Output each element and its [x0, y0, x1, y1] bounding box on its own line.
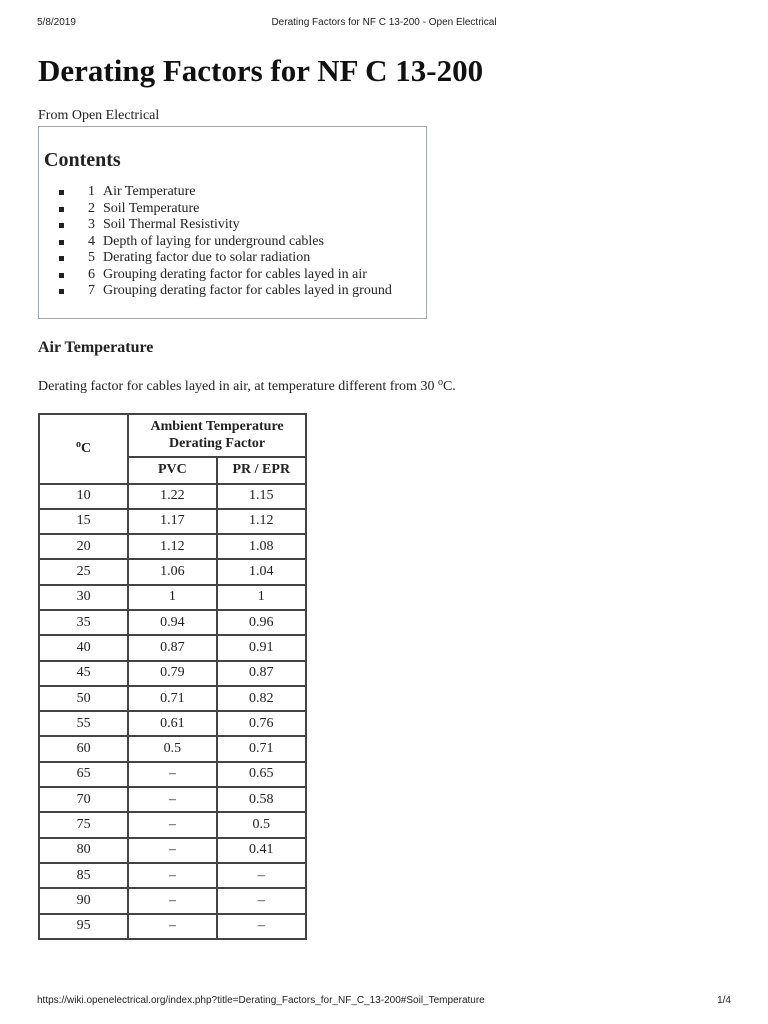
cell-pvc: 1.17	[128, 509, 216, 534]
cell-temperature: 75	[39, 812, 128, 837]
toc-item-soil-thermal-resistivity[interactable]	[59, 217, 420, 234]
site-subtitle: From Open Electrical	[38, 108, 160, 123]
cell-pvc: –	[128, 787, 216, 812]
section-description	[38, 378, 738, 396]
cell-pvc: –	[128, 762, 216, 787]
cell-pvc: –	[128, 812, 216, 837]
cell-pr-epr: –	[217, 863, 306, 888]
cell-pr-epr: –	[217, 888, 306, 913]
cell-pr-epr: 0.82	[217, 686, 306, 711]
cell-pvc: 1	[128, 585, 216, 610]
description-unit: C.	[442, 378, 456, 394]
toc-item-label[interactable]: Grouping derating factor for cables layed in ground	[103, 283, 392, 298]
table-row	[39, 585, 306, 610]
cell-pvc: 0.5	[128, 736, 216, 761]
bullet-icon	[59, 223, 64, 228]
table-row	[39, 484, 306, 509]
air-temperature-derating-table	[38, 413, 307, 940]
cell-temperature: 40	[39, 635, 128, 660]
table-header-row	[39, 414, 306, 457]
table-of-contents	[38, 126, 427, 319]
cell-temperature: 90	[39, 888, 128, 913]
table-row	[39, 787, 306, 812]
toc-item-number: 6	[88, 266, 95, 282]
toc-item-number: 5	[88, 250, 95, 265]
table-row	[39, 812, 306, 837]
cell-pr-epr: 0.58	[217, 787, 306, 812]
table-row	[39, 838, 306, 863]
cell-pvc: 0.61	[128, 711, 216, 736]
toc-item-depth-of-laying[interactable]	[59, 234, 420, 251]
cell-pvc: –	[128, 838, 216, 863]
bullet-icon	[59, 207, 64, 212]
cell-temperature: 70	[39, 787, 128, 812]
cell-pr-epr: 0.5	[217, 812, 306, 837]
bullet-icon	[59, 190, 64, 195]
toc-item-grouping-ground[interactable]	[59, 283, 420, 300]
toc-item-solar-radiation[interactable]	[59, 250, 420, 267]
table-row	[39, 661, 306, 686]
cell-temperature: 95	[39, 914, 128, 939]
cell-pr-epr: 0.96	[217, 610, 306, 635]
cell-temperature: 55	[39, 711, 128, 736]
table-row	[39, 610, 306, 635]
description-text: Derating factor for cables layed in air, at temperature different from 30	[38, 378, 438, 394]
cell-pr-epr: 0.76	[217, 711, 306, 736]
toc-item-label[interactable]: Depth of laying for underground cables	[103, 233, 324, 249]
cell-pvc: 1.12	[128, 534, 216, 559]
cell-pr-epr: 1	[217, 585, 306, 610]
cell-pvc: 0.71	[128, 686, 216, 711]
table-row	[39, 509, 306, 534]
cell-temperature: 50	[39, 686, 128, 711]
table-row	[39, 686, 306, 711]
header-pvc: PVC	[128, 457, 216, 484]
cell-temperature: 85	[39, 863, 128, 888]
toc-item-label[interactable]: Derating factor due to solar radiation	[103, 250, 311, 265]
print-title: Derating Factors for NF C 13-200 - Open Electrical	[271, 17, 497, 28]
toc-item-number: 7	[88, 283, 95, 298]
cell-temperature: 10	[39, 484, 128, 509]
cell-pr-epr: 0.65	[217, 762, 306, 787]
table-row	[39, 736, 306, 761]
table-row	[39, 914, 306, 939]
table-row	[39, 711, 306, 736]
article-content	[38, 52, 738, 940]
cell-temperature: 15	[39, 509, 128, 534]
cell-pr-epr: 1.15	[217, 484, 306, 509]
cell-pr-epr: –	[217, 914, 306, 939]
table-body	[39, 484, 306, 939]
toc-item-label[interactable]: Soil Temperature	[103, 200, 200, 216]
cell-pvc: –	[128, 863, 216, 888]
section-heading-air-temperature: Air Temperature	[38, 338, 154, 356]
toc-item-grouping-air[interactable]	[59, 267, 420, 284]
cell-temperature: 65	[39, 762, 128, 787]
table-row	[39, 762, 306, 787]
print-page-number: 1/4	[717, 995, 731, 1006]
toc-list	[44, 184, 420, 300]
page-title: Derating Factors for NF C 13-200	[38, 53, 484, 88]
cell-pr-epr: 1.12	[217, 509, 306, 534]
cell-temperature: 60	[39, 736, 128, 761]
cell-pvc: 0.79	[128, 661, 216, 686]
cell-pr-epr: 0.91	[217, 635, 306, 660]
cell-pvc: 0.87	[128, 635, 216, 660]
toc-item-label[interactable]: Soil Thermal Resistivity	[103, 217, 240, 232]
bullet-icon	[59, 240, 64, 245]
cell-temperature: 45	[39, 661, 128, 686]
bullet-icon	[59, 256, 64, 261]
cell-pvc: 1.06	[128, 559, 216, 584]
toc-item-number: 4	[88, 233, 95, 249]
cell-temperature: 30	[39, 585, 128, 610]
bullet-icon	[59, 273, 64, 278]
toc-item-number: 2	[88, 200, 95, 216]
toc-item-number: 3	[88, 217, 95, 232]
toc-item-air-temperature[interactable]	[59, 184, 420, 201]
cell-pr-epr: 0.87	[217, 661, 306, 686]
header-temperature	[39, 414, 128, 484]
table-row	[39, 863, 306, 888]
toc-item-soil-temperature[interactable]	[59, 201, 420, 218]
header-degree-sup: o	[76, 438, 81, 450]
table-row	[39, 888, 306, 913]
table-row	[39, 534, 306, 559]
header-unit: C	[81, 440, 92, 456]
table-row	[39, 559, 306, 584]
header-derating-group: Ambient Temperature Derating Factor	[128, 414, 306, 457]
table-row	[39, 635, 306, 660]
cell-temperature: 35	[39, 610, 128, 635]
toc-item-label[interactable]: Grouping derating factor for cables layed in air	[103, 266, 367, 282]
degree-sup: o	[437, 376, 443, 388]
toc-title: Contents	[44, 149, 121, 171]
cell-pvc: 1.22	[128, 484, 216, 509]
print-url: https://wiki.openelectrical.org/index.php?title=Derating_Factors_for_NF_C_13-200#Soil_Temperature	[37, 995, 485, 1006]
cell-temperature: 20	[39, 534, 128, 559]
cell-pvc: –	[128, 914, 216, 939]
cell-pr-epr: 1.08	[217, 534, 306, 559]
cell-pr-epr: 0.71	[217, 736, 306, 761]
toc-item-label[interactable]: Air Temperature	[103, 184, 196, 199]
bullet-icon	[59, 289, 64, 294]
cell-temperature: 25	[39, 559, 128, 584]
header-pr-epr: PR / EPR	[217, 457, 306, 484]
cell-pr-epr: 0.41	[217, 838, 306, 863]
cell-pvc: –	[128, 888, 216, 913]
toc-item-number: 1	[88, 184, 95, 199]
cell-temperature: 80	[39, 838, 128, 863]
print-date: 5/8/2019	[37, 17, 76, 28]
cell-pvc: 0.94	[128, 610, 216, 635]
cell-pr-epr: 1.04	[217, 559, 306, 584]
